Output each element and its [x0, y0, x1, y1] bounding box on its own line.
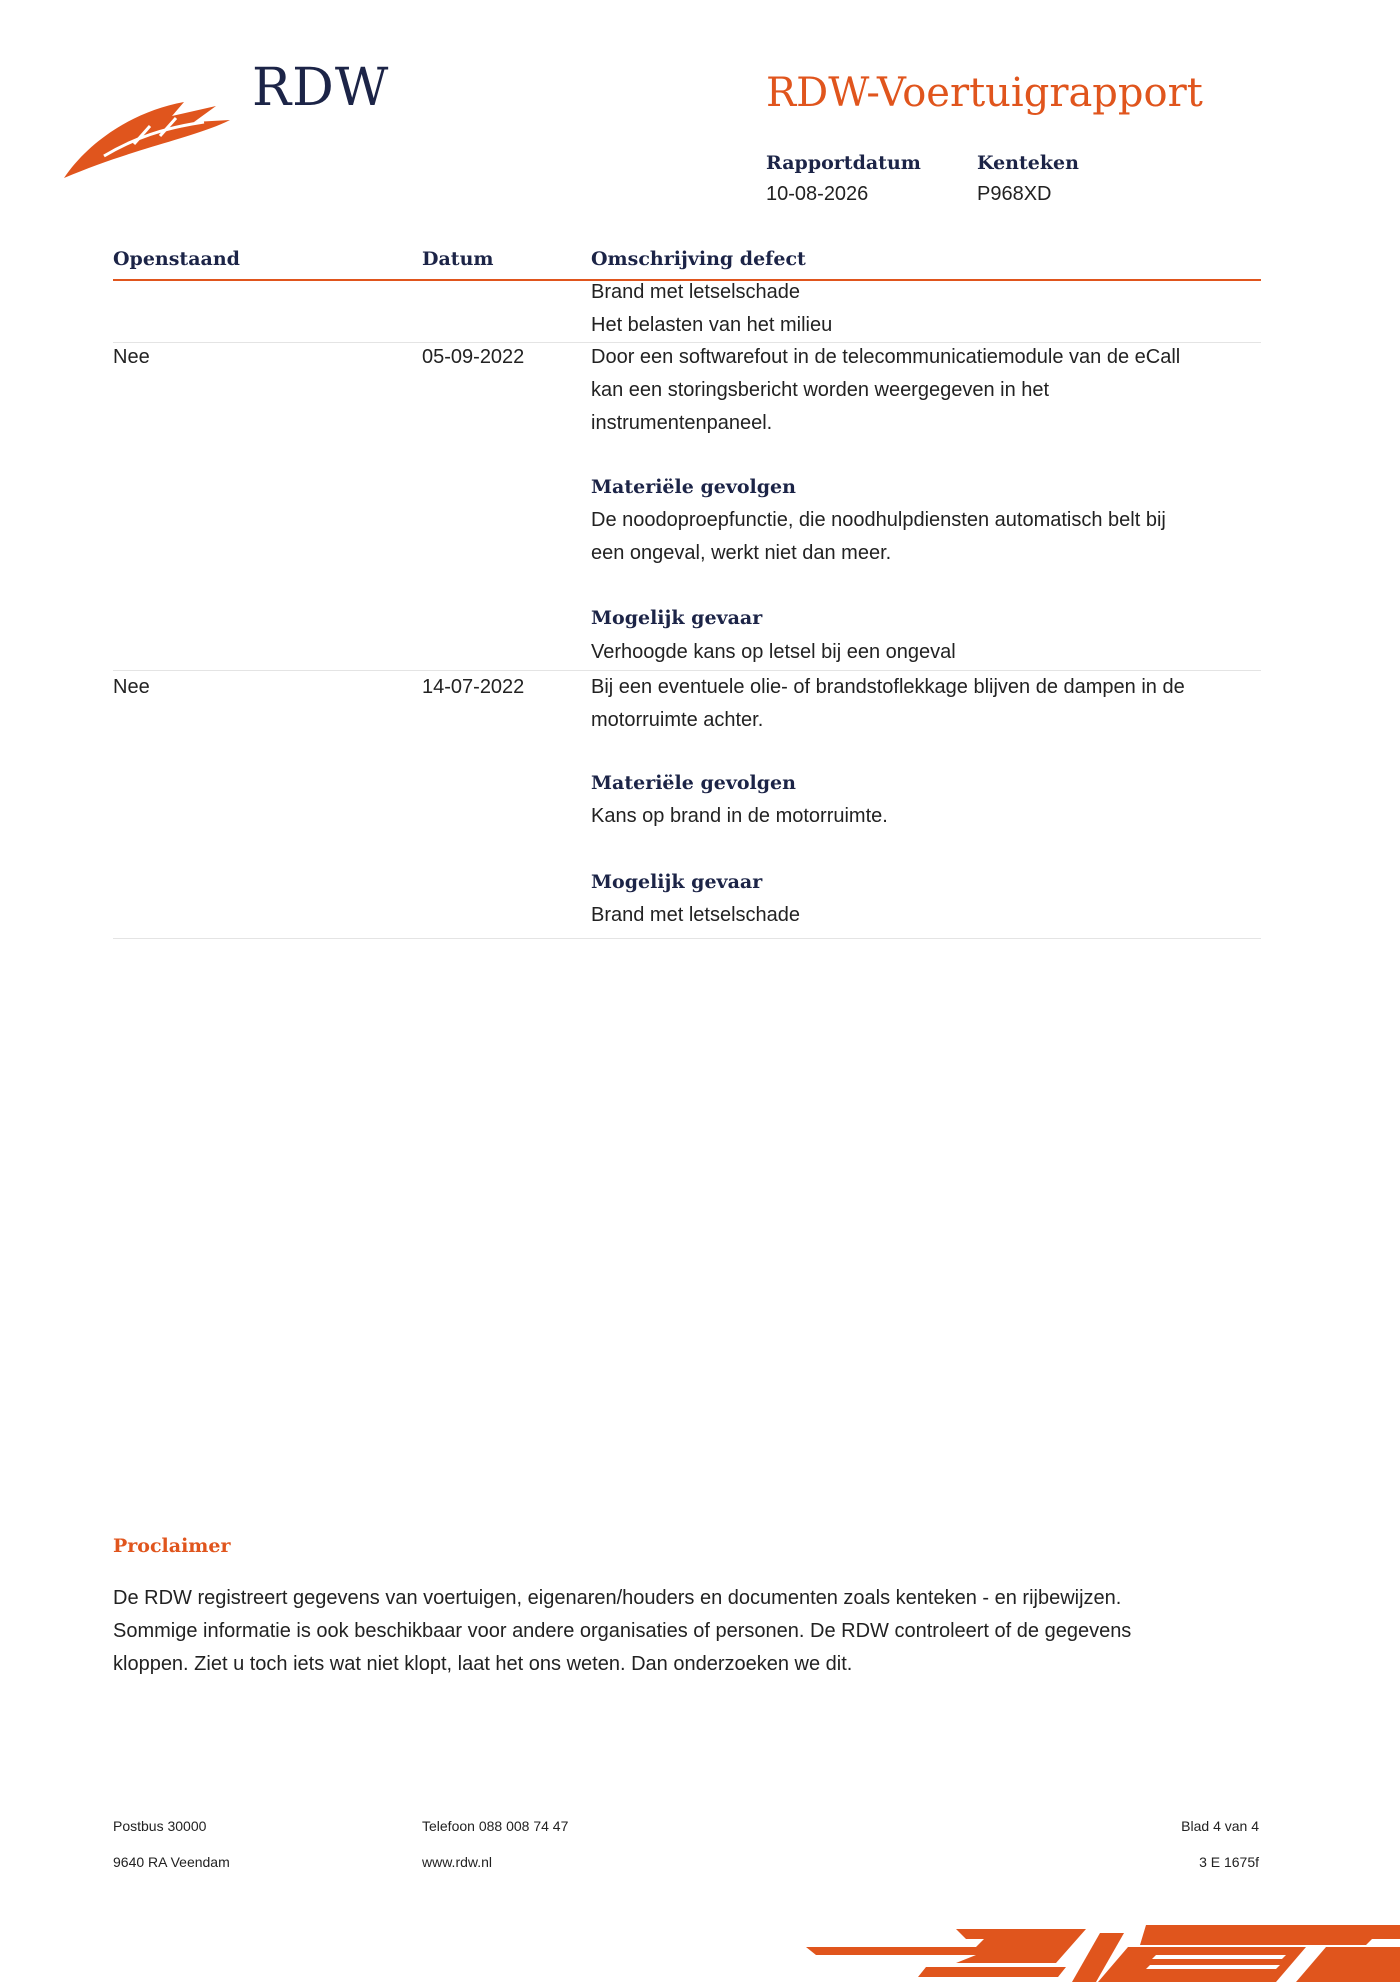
row-description-line: Bij een eventuele olie- of brandstoflekkage blijven de dampen in de	[591, 676, 1185, 698]
license-plate-label: Kenteken	[977, 152, 1079, 174]
row-datum: 05-09-2022	[422, 346, 525, 368]
row-description-line: Door een softwarefout in de telecommunicatiemodule van de eCall	[591, 346, 1181, 368]
footer-website[interactable]: www.rdw.nl	[422, 1854, 493, 1870]
continued-line: Brand met letselschade	[591, 281, 801, 303]
column-header-datum: Datum	[422, 248, 494, 270]
report-date-label: Rapportdatum	[766, 152, 921, 174]
section-line: De noodoproepfunctie, die noodhulpdiensten automatisch belt bij	[591, 509, 1166, 531]
section-line: Verhoogde kans op letsel bij een ongeval	[591, 641, 956, 663]
row-divider	[113, 938, 1261, 939]
report-date-value: 10-08-2026	[766, 183, 869, 205]
row-description-line: motorruimte achter.	[591, 709, 764, 731]
section-title-materiele-gevolgen: Materiële gevolgen	[591, 476, 796, 498]
proclaimer-line: De RDW registreert gegevens van voertuigen, eigenaren/houders en documenten zoals kenteken - en rijbewijzen.	[113, 1587, 1122, 1609]
section-line: Kans op brand in de motorruimte.	[591, 805, 888, 827]
proclaimer-title: Proclaimer	[113, 1535, 231, 1557]
row-openstaand: Nee	[113, 676, 150, 698]
section-title-mogelijk-gevaar: Mogelijk gevaar	[591, 607, 763, 629]
proclaimer-line: Sommige informatie is ook beschikbaar voor andere organisaties of personen. De RDW controleert of de gegevens	[113, 1620, 1132, 1642]
section-title-mogelijk-gevaar: Mogelijk gevaar	[591, 871, 763, 893]
footer-address-line1: Postbus 30000	[113, 1818, 207, 1834]
report-title: RDW-Voertuigrapport	[766, 70, 1203, 116]
continued-line: Het belasten van het milieu	[591, 314, 833, 336]
logo-text: RDW	[252, 58, 390, 118]
license-plate-value: P968XD	[977, 183, 1052, 205]
footer-code: 3 E 1675f	[1199, 1854, 1259, 1870]
footer-phone: Telefoon 088 008 74 47	[422, 1818, 569, 1834]
row-description-line: instrumentenpaneel.	[591, 412, 773, 434]
proclaimer-line: kloppen. Ziet u toch iets wat niet klopt, laat het ons weten. Dan onderzoeken we dit.	[113, 1653, 853, 1675]
rdw-stripes-icon	[806, 1925, 1400, 1982]
row-description-line: kan een storingsbericht worden weergegeven in het	[591, 379, 1050, 401]
section-line: een ongeval, werkt niet dan meer.	[591, 542, 892, 564]
column-header-openstaand: Openstaand	[113, 248, 240, 270]
row-datum: 14-07-2022	[422, 676, 525, 698]
column-header-omschrijving: Omschrijving defect	[591, 248, 806, 270]
row-openstaand: Nee	[113, 346, 150, 368]
section-title-materiele-gevolgen: Materiële gevolgen	[591, 772, 796, 794]
section-line: Brand met letselschade	[591, 904, 801, 926]
footer-page-number: Blad 4 van 4	[1181, 1818, 1259, 1834]
footer-address-line2: 9640 RA Veendam	[113, 1854, 230, 1870]
rdw-logo-icon	[64, 86, 234, 178]
